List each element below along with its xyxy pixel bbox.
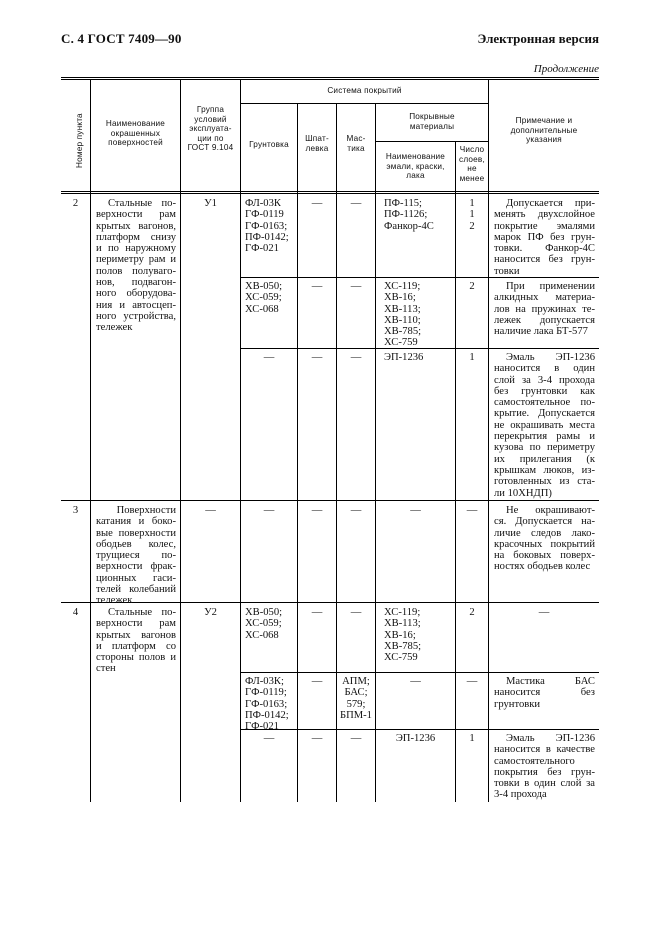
column-header-surface: Наименование окрашенных поверхностей (105, 119, 166, 148)
row-2b-putty: — (311, 281, 323, 292)
row-4b-putty: — (311, 676, 323, 687)
row-2c-layers: 1 (469, 352, 475, 363)
row-3-mastic: — (350, 505, 362, 516)
row-3-enamel: — (410, 505, 421, 516)
row-2a-enamel: ПФ-115; ПФ-1126; Фанкор-4С (384, 198, 434, 232)
row-4c-layers: 1 (469, 733, 475, 744)
row-2c-primer: — (263, 352, 275, 363)
row-3-primer: — (263, 505, 275, 516)
column-header-layers: Число слоев, не менее (459, 145, 485, 183)
row-2c-mastic: — (350, 352, 362, 363)
row-4-surface: Стальные по- верхности рам крытых вагонов и платформ со стороны полов и стен (96, 607, 176, 675)
row-3-surface: Поверхности катания и боко- вые поверхности ободьев колес, трущиеся по- верхности фрак- ционных гаси- телей колебаний тележек (96, 505, 176, 607)
row-4a-layers: 2 (469, 607, 475, 618)
row-3-layers: — (466, 505, 478, 516)
row-2c-notes: Эмаль ЭП-1236 наносится в один слой за 3-4 прохода без грунтовки как самостоятельное по- крытие. Допускается не окрашивать места перекрытия рамы и кузова по периметру их прилегания (к крышкам люков, из- готовленных из ста- ли 10ХНДП) (494, 352, 595, 499)
column-header-coating: Покрывные материалы (409, 112, 455, 131)
row-4a-notes: — (538, 607, 550, 618)
row-4b-enamel: — (410, 676, 421, 687)
row-4a-mastic: — (350, 607, 362, 618)
row-4a-primer: ХВ-050; ХС-059; ХС-068 (245, 607, 283, 641)
row-4b-primer: ФЛ-03К; ГФ-0119; ГФ-0163; ПФ-0142; ГФ-021 (245, 676, 289, 733)
row-4c-primer: — (263, 733, 275, 744)
row-2a-layers: 1 1 2 (469, 198, 475, 232)
row-4-number: 4 (72, 607, 79, 618)
row-2a-notes: Допускается при- менять двухслойное покрытие эмалями марок ПФ без грун- товки. Фанкор-4С наносится без грун- товки (494, 198, 595, 277)
row-3-notes: Не окрашивают- ся. Допускается на- личие следов лако- красочных покрытий на боковых поверх- ностях ободьев колес (494, 505, 595, 573)
column-header-system: Система покрытий (327, 86, 402, 95)
continuation-label: Продолжение (533, 63, 599, 75)
row-2-surface: Стальные по- верхности рам крытых вагонов, платформ снизу и по наружному периметру рам и полов полуваго- нов, подвагон- ного оборудова- ния и автосцеп- ного устройства, тележек (96, 198, 176, 334)
row-2a-primer: ФЛ-03К ГФ-0119 ГФ-0163; ПФ-0142; ГФ-021 (245, 198, 289, 255)
row-2a-putty: — (311, 198, 323, 209)
row-3-group: — (205, 505, 216, 516)
column-header-notes: Примечание и дополнительные указания (510, 116, 578, 145)
row-2-group: У1 (204, 198, 217, 209)
row-3-number: 3 (72, 505, 79, 516)
row-2b-primer: ХВ-050; ХС-059; ХС-068 (245, 281, 283, 315)
row-4c-mastic: — (350, 733, 362, 744)
page-header-left: С. 4 ГОСТ 7409—90 (61, 31, 182, 46)
row-2b-enamel: ХС-119; ХВ-16; ХВ-113; ХВ-110; ХВ-785; ХС-759 (384, 281, 422, 349)
row-3-putty: — (311, 505, 323, 516)
row-2b-notes: При применении алкидных материа- лов на пружинах те- лежек допускается наличие лака БТ-577 (494, 281, 595, 338)
row-2-number: 2 (72, 198, 79, 209)
row-2c-putty: — (311, 352, 323, 363)
row-2c-enamel: ЭП-1236 (384, 352, 424, 363)
row-4c-notes: Эмаль ЭП-1236 наносится в качестве самостоятельного покрытия без грун- товки в один слой за 3-4 прохода (494, 733, 595, 801)
row-4c-enamel: ЭП-1236 (395, 733, 436, 744)
column-header-mastic: Мас- тика (346, 134, 366, 153)
column-header-group: Группа условий эксплуата- ции по ГОСТ 9.104 (187, 105, 234, 153)
column-header-enamel: Наименование эмали, краски, лака (385, 152, 446, 181)
column-header-putty: Шпат- левка (305, 134, 329, 153)
column-header-number: Номер пункта (75, 113, 84, 168)
row-4b-notes: Мастика БАС наносится без грунтовки (494, 676, 595, 710)
row-2a-mastic: — (350, 198, 362, 209)
column-header-primer: Грунтовка (249, 140, 289, 149)
row-2b-mastic: — (350, 281, 362, 292)
page-header-right: Электронная версия (477, 31, 599, 46)
row-4b-layers: — (466, 676, 478, 687)
row-4a-enamel: ХС-119; ХВ-113; ХВ-16; ХВ-785; ХС-759 (384, 607, 422, 664)
row-2b-layers: 2 (469, 281, 475, 292)
row-4c-putty: — (311, 733, 323, 744)
row-4-group: У2 (204, 607, 217, 618)
row-4b-mastic: АПМ; БАС; 579; БПМ-1 (340, 676, 372, 721)
row-4a-putty: — (311, 607, 323, 618)
